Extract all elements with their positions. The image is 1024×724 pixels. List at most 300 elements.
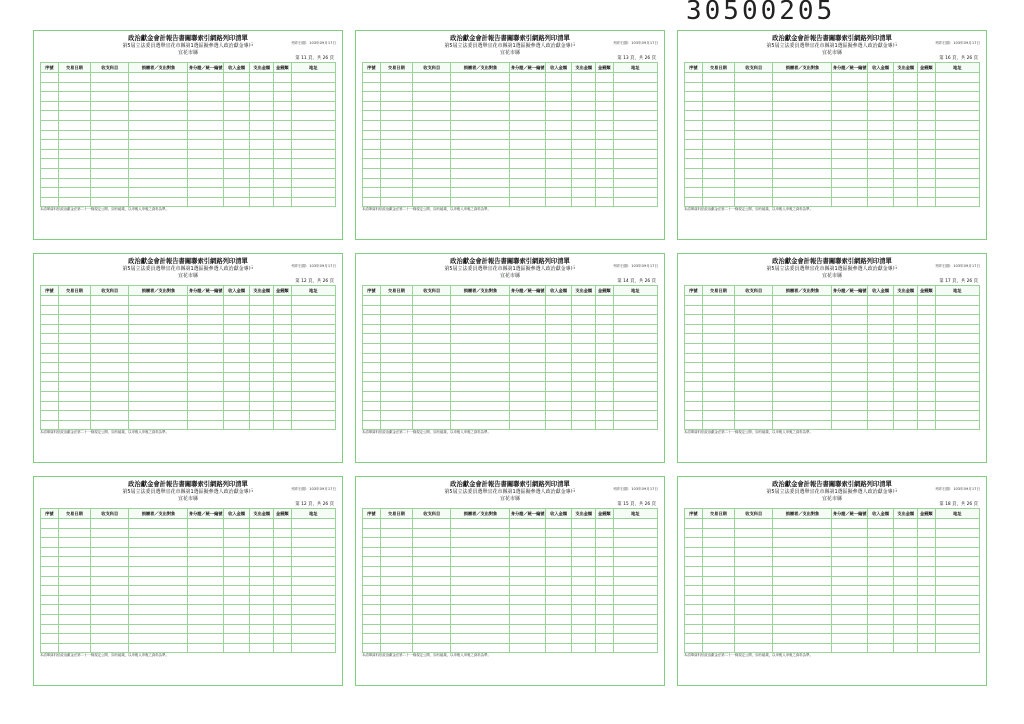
table-row [685, 595, 980, 605]
table-cell [363, 401, 381, 411]
table-cell [223, 614, 250, 624]
table-cell [773, 343, 832, 353]
ledger-page-number: 第 18 頁，共 26 頁 [939, 502, 978, 507]
table-row [41, 528, 336, 538]
ledger-title: 政治獻金會計報告書關聯索引網路列印清單 [772, 258, 892, 265]
table-cell [918, 528, 936, 538]
table-cell [91, 296, 129, 306]
table-cell [188, 353, 223, 363]
table-cell [188, 372, 223, 382]
table-cell [702, 363, 734, 373]
table-cell [702, 391, 734, 401]
table-cell [510, 324, 545, 334]
table-cell [250, 82, 274, 92]
table-row [41, 363, 336, 373]
ledger-header-row [363, 509, 658, 519]
table-cell [685, 420, 703, 430]
table-cell [735, 547, 773, 557]
table-cell [58, 159, 90, 169]
table-cell [129, 353, 188, 363]
table-row [41, 159, 336, 169]
table-cell [274, 420, 292, 430]
table-cell [773, 624, 832, 634]
table-cell [223, 168, 250, 178]
table-cell [832, 643, 867, 653]
table-cell [685, 557, 703, 567]
table-cell [832, 576, 867, 586]
table-cell [250, 557, 274, 567]
table-cell [41, 343, 59, 353]
table-cell [451, 159, 510, 169]
table-cell [250, 420, 274, 430]
table-cell [702, 120, 734, 130]
table-cell [935, 557, 979, 567]
table-cell [773, 353, 832, 363]
table-cell [572, 576, 596, 586]
ledger-column-header: 收入金額 [545, 63, 572, 73]
table-cell [274, 130, 292, 140]
table-cell [451, 168, 510, 178]
table-cell [510, 643, 545, 653]
table-cell [773, 614, 832, 624]
table-cell [413, 411, 451, 421]
ledger-column-header: 捐贈者／支出對象 [773, 63, 832, 73]
table-cell [702, 401, 734, 411]
table-cell [935, 188, 979, 198]
table-cell [223, 595, 250, 605]
table-cell [613, 605, 657, 615]
ledger-column-header: 交易日期 [702, 286, 734, 296]
table-cell [91, 353, 129, 363]
table-cell [451, 149, 510, 159]
ledger-footer: 本清單資料依政治獻金法第二十一條規定公開，如有疑義，以申報人申報之資料為準。 [362, 430, 491, 435]
ledger-column-header: 交易日期 [58, 63, 90, 73]
table-cell [894, 634, 918, 644]
ledger-column-header: 金錢類 [596, 63, 614, 73]
table-row [363, 401, 658, 411]
table-cell [918, 391, 936, 401]
table-cell [129, 519, 188, 529]
table-cell [918, 411, 936, 421]
table-cell [91, 149, 129, 159]
table-cell [413, 149, 451, 159]
table-cell [773, 605, 832, 615]
ledger-print-date: 列印日期：103年09月17日 [291, 487, 336, 491]
table-cell [58, 305, 90, 315]
table-cell [413, 391, 451, 401]
table-cell [702, 178, 734, 188]
table-cell [510, 353, 545, 363]
table-cell [572, 411, 596, 421]
table-cell [188, 643, 223, 653]
table-cell [129, 130, 188, 140]
table-cell [188, 634, 223, 644]
ledger-column-header: 收支科目 [413, 286, 451, 296]
table-cell [510, 363, 545, 373]
table-cell [572, 130, 596, 140]
table-cell [91, 140, 129, 150]
table-cell [188, 101, 223, 111]
table-cell [545, 82, 572, 92]
table-cell [545, 315, 572, 325]
table-cell [510, 420, 545, 430]
table-cell [91, 614, 129, 624]
table-cell [735, 528, 773, 538]
table-cell [451, 372, 510, 382]
ledger-header-row [41, 286, 336, 296]
table-cell [291, 305, 335, 315]
table-row [363, 576, 658, 586]
table-cell [510, 73, 545, 83]
table-cell [510, 538, 545, 548]
table-cell [129, 547, 188, 557]
table-cell [41, 382, 59, 392]
table-cell [188, 605, 223, 615]
table-cell [413, 528, 451, 538]
ledger-footer: 本清單資料依政治獻金法第二十一條規定公開，如有疑義，以申報人申報之資料為準。 [362, 653, 491, 658]
table-cell [413, 305, 451, 315]
table-cell [363, 557, 381, 567]
table-cell [188, 586, 223, 596]
table-cell [291, 634, 335, 644]
ledger-column-header: 序號 [685, 63, 703, 73]
table-cell [188, 411, 223, 421]
ledger-subtitle: 第5屆立法委員選舉宜花市縣第1選區擬參選人政治獻金專戶 [766, 489, 898, 495]
table-cell [58, 634, 90, 644]
table-cell [596, 324, 614, 334]
table-cell [274, 614, 292, 624]
table-cell [380, 382, 412, 392]
table-row [363, 634, 658, 644]
table-cell [380, 519, 412, 529]
table-cell [58, 420, 90, 430]
table-cell [867, 566, 894, 576]
table-cell [41, 111, 59, 121]
table-row [363, 101, 658, 111]
table-cell [613, 566, 657, 576]
table-cell [918, 614, 936, 624]
table-cell [380, 343, 412, 353]
table-cell [451, 305, 510, 315]
table-cell [545, 411, 572, 421]
table-cell [188, 557, 223, 567]
table-row [41, 120, 336, 130]
table-cell [451, 547, 510, 557]
table-cell [773, 557, 832, 567]
table-cell [545, 149, 572, 159]
table-cell [510, 595, 545, 605]
table-row [41, 111, 336, 121]
table-cell [380, 614, 412, 624]
table-cell [510, 92, 545, 102]
table-cell [935, 538, 979, 548]
table-cell [613, 324, 657, 334]
table-cell [545, 92, 572, 102]
table-cell [894, 296, 918, 306]
table-cell [413, 324, 451, 334]
table-cell [702, 101, 734, 111]
table-cell [613, 614, 657, 624]
table-cell [274, 315, 292, 325]
table-cell [291, 420, 335, 430]
table-cell [572, 624, 596, 634]
table-cell [380, 111, 412, 121]
table-cell [867, 92, 894, 102]
ledger-table [40, 62, 336, 207]
table-cell [510, 411, 545, 421]
table-cell [702, 547, 734, 557]
table-cell [773, 566, 832, 576]
table-cell [702, 538, 734, 548]
table-cell [918, 324, 936, 334]
ledger-footer: 本清單資料依政治獻金法第二十一條規定公開，如有疑義，以申報人申報之資料為準。 [684, 653, 813, 658]
table-cell [380, 624, 412, 634]
table-cell [363, 101, 381, 111]
table-cell [918, 140, 936, 150]
table-cell [250, 391, 274, 401]
table-cell [91, 643, 129, 653]
ledger-header-row [363, 63, 658, 73]
table-cell [274, 197, 292, 207]
ledger-region: 宜花市縣 [821, 50, 842, 56]
table-cell [545, 130, 572, 140]
ledger-footer: 本清單資料依政治獻金法第二十一條規定公開，如有疑義，以申報人申報之資料為準。 [40, 653, 169, 658]
table-row [41, 197, 336, 207]
ledger-print-date: 列印日期：103年09月17日 [613, 41, 658, 45]
table-cell [935, 528, 979, 538]
table-cell [918, 120, 936, 130]
table-row [363, 614, 658, 624]
table-cell [451, 343, 510, 353]
table-cell [773, 528, 832, 538]
table-cell [250, 643, 274, 653]
table-cell [685, 643, 703, 653]
table-cell [773, 101, 832, 111]
table-cell [188, 547, 223, 557]
table-cell [867, 159, 894, 169]
table-cell [702, 305, 734, 315]
table-cell [41, 197, 59, 207]
table-cell [41, 595, 59, 605]
table-cell [773, 178, 832, 188]
table-row [685, 605, 980, 615]
table-cell [918, 420, 936, 430]
table-cell [735, 82, 773, 92]
table-cell [918, 363, 936, 373]
table-cell [867, 197, 894, 207]
table-cell [274, 101, 292, 111]
table-cell [250, 401, 274, 411]
table-cell [274, 305, 292, 315]
table-cell [894, 363, 918, 373]
table-cell [413, 130, 451, 140]
ledger-column-header: 身分證／統一編號 [188, 509, 223, 519]
table-cell [572, 111, 596, 121]
table-cell [91, 557, 129, 567]
table-cell [41, 528, 59, 538]
ledger-table [40, 285, 336, 430]
table-cell [832, 343, 867, 353]
table-cell [773, 315, 832, 325]
table-cell [773, 382, 832, 392]
ledger-title: 政治獻金會計報告書關聯索引網路列印清單 [128, 35, 248, 42]
table-cell [250, 538, 274, 548]
table-cell [129, 111, 188, 121]
table-cell [129, 159, 188, 169]
table-row [41, 605, 336, 615]
table-cell [413, 595, 451, 605]
table-cell [291, 595, 335, 605]
table-cell [545, 363, 572, 373]
ledger-page [677, 476, 987, 686]
table-cell [596, 372, 614, 382]
table-cell [867, 391, 894, 401]
table-cell [291, 519, 335, 529]
table-cell [735, 519, 773, 529]
table-cell [129, 605, 188, 615]
ledger-print-date: 列印日期：103年09月17日 [935, 487, 980, 491]
table-cell [250, 528, 274, 538]
table-cell [545, 178, 572, 188]
table-cell [274, 343, 292, 353]
table-cell [223, 557, 250, 567]
table-cell [363, 296, 381, 306]
table-cell [250, 197, 274, 207]
table-cell [545, 538, 572, 548]
table-cell [685, 528, 703, 538]
table-cell [867, 353, 894, 363]
ledger-table [684, 285, 980, 430]
table-cell [735, 614, 773, 624]
table-cell [510, 605, 545, 615]
table-cell [596, 586, 614, 596]
table-cell [413, 382, 451, 392]
table-cell [596, 411, 614, 421]
table-row [41, 391, 336, 401]
table-cell [91, 391, 129, 401]
table-cell [545, 334, 572, 344]
table-row [41, 595, 336, 605]
table-cell [773, 197, 832, 207]
table-cell [935, 614, 979, 624]
table-cell [572, 140, 596, 150]
table-cell [935, 643, 979, 653]
table-cell [250, 566, 274, 576]
ledger-column-header: 金錢類 [274, 286, 292, 296]
table-cell [291, 624, 335, 634]
table-cell [91, 305, 129, 315]
table-cell [41, 178, 59, 188]
table-cell [274, 595, 292, 605]
ledger-column-header: 交易日期 [58, 509, 90, 519]
table-cell [935, 120, 979, 130]
table-cell [685, 168, 703, 178]
table-cell [596, 315, 614, 325]
table-cell [129, 614, 188, 624]
table-cell [735, 566, 773, 576]
ledger-page [33, 476, 343, 686]
table-row [41, 634, 336, 644]
table-cell [91, 382, 129, 392]
table-cell [380, 372, 412, 382]
ledger-column-header: 收入金額 [223, 63, 250, 73]
table-cell [867, 420, 894, 430]
table-cell [685, 305, 703, 315]
table-cell [596, 334, 614, 344]
table-cell [918, 168, 936, 178]
ledger-column-header: 金錢類 [274, 509, 292, 519]
table-cell [41, 586, 59, 596]
table-row [363, 188, 658, 198]
table-cell [935, 315, 979, 325]
table-cell [832, 120, 867, 130]
table-cell [685, 73, 703, 83]
table-row [41, 73, 336, 83]
table-cell [510, 372, 545, 382]
ledger-column-header: 捐贈者／支出對象 [129, 286, 188, 296]
table-cell [867, 634, 894, 644]
table-cell [188, 343, 223, 353]
table-cell [894, 595, 918, 605]
ledger-page [355, 253, 665, 463]
table-cell [918, 643, 936, 653]
table-cell [832, 528, 867, 538]
table-row [685, 188, 980, 198]
table-cell [274, 73, 292, 83]
table-cell [545, 111, 572, 121]
table-cell [572, 305, 596, 315]
table-cell [935, 420, 979, 430]
ledger-column-header: 交易日期 [702, 63, 734, 73]
table-cell [867, 149, 894, 159]
table-cell [867, 130, 894, 140]
table-cell [572, 595, 596, 605]
table-cell [58, 296, 90, 306]
table-cell [188, 92, 223, 102]
table-row [363, 296, 658, 306]
table-cell [545, 391, 572, 401]
table-cell [413, 315, 451, 325]
ledger-column-header: 捐贈者／支出對象 [451, 63, 510, 73]
ledger-region: 宜花市縣 [177, 273, 198, 279]
table-cell [832, 566, 867, 576]
ledger-title: 政治獻金會計報告書關聯索引網路列印清單 [128, 481, 248, 488]
table-cell [250, 315, 274, 325]
table-cell [702, 315, 734, 325]
table-row [41, 401, 336, 411]
table-cell [596, 538, 614, 548]
table-cell [545, 605, 572, 615]
table-cell [832, 547, 867, 557]
table-cell [188, 120, 223, 130]
table-cell [274, 363, 292, 373]
ledger-print-date: 列印日期：103年09月17日 [291, 41, 336, 45]
table-cell [773, 576, 832, 586]
table-cell [735, 92, 773, 102]
table-cell [613, 178, 657, 188]
table-cell [832, 101, 867, 111]
table-cell [58, 111, 90, 121]
table-cell [685, 624, 703, 634]
table-cell [250, 334, 274, 344]
table-cell [613, 315, 657, 325]
table-cell [41, 643, 59, 653]
table-cell [363, 315, 381, 325]
ledger-title: 政治獻金會計報告書關聯索引網路列印清單 [772, 35, 892, 42]
table-cell [613, 149, 657, 159]
table-cell [867, 372, 894, 382]
table-cell [91, 315, 129, 325]
